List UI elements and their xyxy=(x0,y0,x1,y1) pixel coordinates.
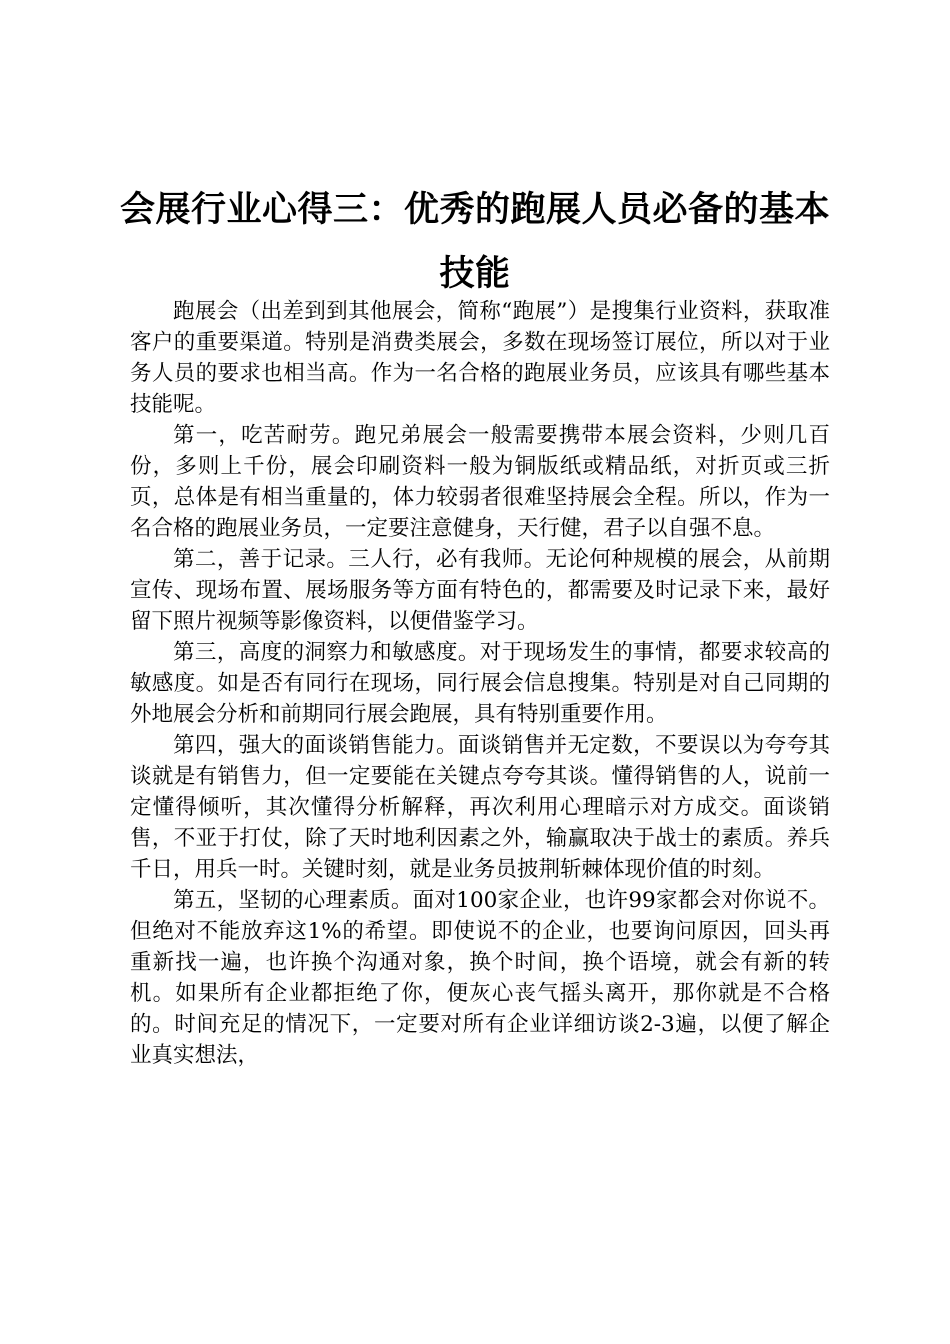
paragraph-intro: 跑展会（出差到到其他展会，简称“跑展”）是搜集行业资料，获取准客户的重要渠道。特别是消费类展会，多数在现场签订展位，所以对于业务人员的要求也相当高。作为一名合格的跑展业务员，应该具有哪些基本技能呢。 xyxy=(130,299,830,417)
paragraph-first: 第一，吃苦耐劳。跑兄弟展会一般需要携带本展会资料，少则几百份，多则上千份，展会印刷资料一般为铜版纸或精品纸，对折页或三折页，总体是有相当重量的，体力较弱者很难坚持展会全程。所以，作为一名合格的跑展业务员，一定要注意健身，天行健，君子以自强不息。 xyxy=(130,423,830,541)
paragraph-second: 第二，善于记录。三人行，必有我师。无论何种规模的展会，从前期宣传、现场布置、展场服务等方面有特色的，都需要及时记录下来，最好留下照片视频等影像资料，以便借鉴学习。 xyxy=(130,547,830,634)
paragraph-third: 第三，高度的洞察力和敏感度。对于现场发生的事情，都要求较高的敏感度。如是否有同行在现场，同行展会信息搜集。特别是对自己同期的外地展会分析和前期同行展会跑展，具有特别重要作用。 xyxy=(130,640,830,727)
document-title: 会展行业心得三：优秀的跑展人员必备的基本技能 xyxy=(119,189,830,294)
document-body xyxy=(130,296,830,1071)
paragraph-fifth: 第五，坚韧的心理素质。面对100家企业，也许99家都会对你说不。但绝对不能放弃这1%的希望。即使说不的企业，也要询问原因，回头再重新找一遍，也许换个沟通对象，换个时间，换个语境，就会有新的转机。如果所有企业都拒绝了你，便灰心丧气摇头离开，那你就是不合格的。时间充足的情况下，一定要对所有企业详细访谈2-3遍，以便了解企业真实想法， xyxy=(130,888,830,1068)
paragraph-fourth: 第四，强大的面谈销售能力。面谈销售并无定数，不要误以为夸夸其谈就是有销售力，但一定要能在关键点夸夸其谈。懂得销售的人，说前一定懂得倾听，其次懂得分析解释，再次利用心理暗示对方成交。面谈销售，不亚于打仗，除了天时地利因素之外，输赢取决于战士的素质。养兵千日，用兵一时。关键时刻，就是业务员披荆斩棘体现价值的时刻。 xyxy=(130,733,830,882)
